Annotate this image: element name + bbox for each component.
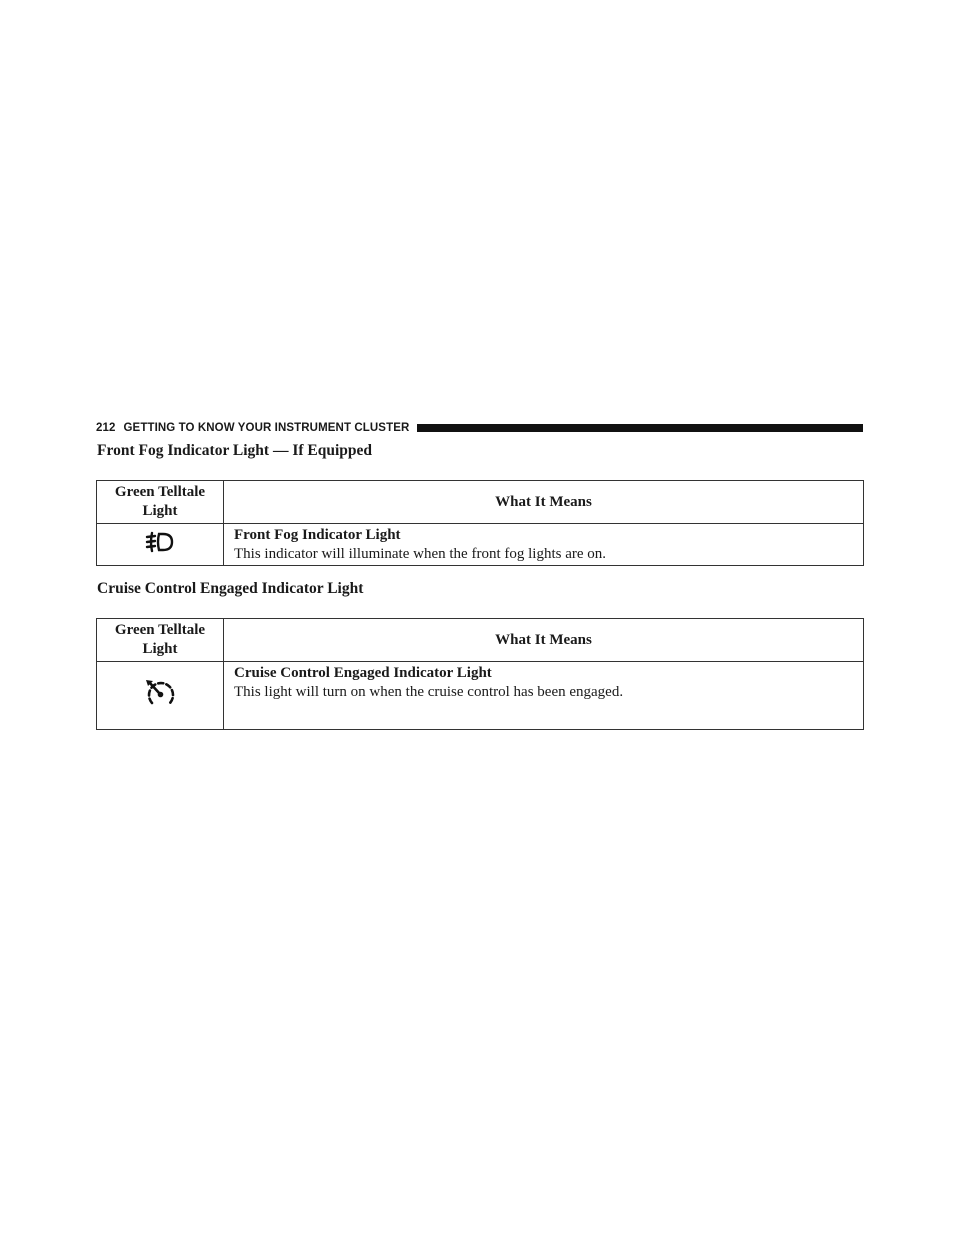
section-title-cruise-control: Cruise Control Engaged Indicator Light xyxy=(97,580,364,597)
page-header xyxy=(96,418,863,438)
column-header-meaning: What It Means xyxy=(224,481,864,524)
telltale-icon-cell xyxy=(97,662,224,730)
table-row xyxy=(97,524,864,566)
column-header-telltale: Green Telltale Light xyxy=(97,619,224,662)
column-header-meaning: What It Means xyxy=(224,619,864,662)
section-title-front-fog: Front Fog Indicator Light — If Equipped xyxy=(97,442,373,459)
front-fog-light-icon xyxy=(145,531,175,558)
telltale-table-cruise-control xyxy=(96,618,864,730)
chapter-title: GETTING TO KNOW YOUR INSTRUMENT CLUSTER xyxy=(123,422,410,434)
telltale-description xyxy=(224,662,864,730)
page-number: 212 xyxy=(96,422,116,434)
column-header-telltale: Green Telltale Light xyxy=(97,481,224,524)
table-row xyxy=(97,662,864,730)
indicator-explanation: This light will turn on when the cruise control has been engaged. xyxy=(234,684,624,700)
indicator-explanation: This indicator will illuminate when the front fog lights are on. xyxy=(234,546,607,562)
table-header-row xyxy=(97,481,864,524)
header-rule xyxy=(417,424,863,432)
indicator-name: Front Fog Indicator Light xyxy=(234,527,401,543)
telltale-table-front-fog xyxy=(96,480,864,566)
table-header-row xyxy=(97,619,864,662)
indicator-name: Cruise Control Engaged Indicator Light xyxy=(234,665,492,681)
cruise-control-icon xyxy=(142,677,178,714)
telltale-icon-cell xyxy=(97,524,224,566)
telltale-description xyxy=(224,524,864,566)
